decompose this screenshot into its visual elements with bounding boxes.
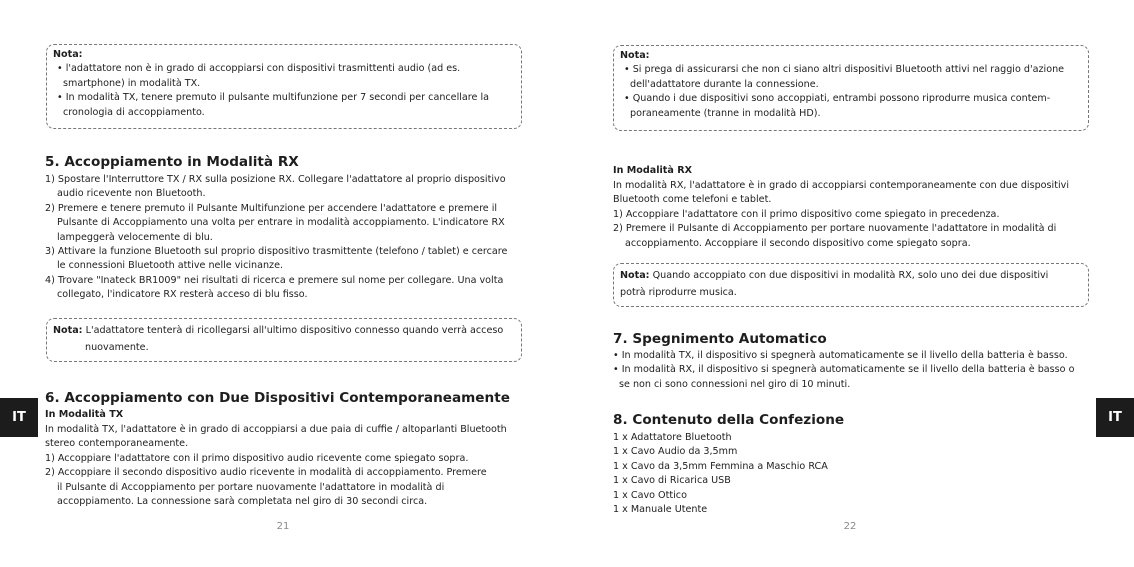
note-box-two-devices [613,45,1089,131]
text-line: audio ricevente non Bluetooth. [57,188,206,200]
text-line: se non ci sono connessioni nel giro di 10 minuti. [619,378,851,390]
section-6-title: 6. Accoppiamento con Due Dispositivi Contemporaneamente [45,390,510,406]
text-line: accoppiamento. Accoppiare il secondo dispositivo come spiegato sopra. [625,237,971,249]
list-item: 1 x Cavo da 3,5mm Femmina a Maschio RCA [613,460,828,472]
package-contents-list [613,431,828,517]
text-line: In modalità TX, l'adattatore è in grado di accoppiarsi a due paia di cuffie / altoparlanti Bluetooth [45,424,507,435]
text-line: 2) Premere e tenere premuto il Pulsante Multifunzione per accendere l'adattatore e premere il [45,202,498,214]
text-line: Bluetooth come telefoni e tablet. [613,194,772,206]
note-box-reconnect [46,318,522,362]
text-line: • In modalità RX, il dispositivo si spegnerà automaticamente se il livello della batteria è basso o [613,364,1075,376]
text-line: Pulsante di Accoppiamento una volta per entrare in modalità accoppiamento. L'indicatore RX [57,217,505,229]
language-tab: IT [0,398,38,437]
text-line: collegato, l'indicatore RX resterà acceso di blu fisso. [57,289,308,301]
note-text: Quando accoppiato con due dispositivi in modalità RX, solo uno dei due dispositivi [652,270,1049,281]
note-label: Nota: [53,325,83,336]
section-6-subtitle: In Modalità TX [45,409,124,420]
note-text: L'adattatore tenterà di ricollegarsi all'ultimo dispositivo connesso quando verrà acceso [85,325,504,336]
text-line: 1) Accoppiare l'adattatore con il primo dispositivo audio ricevente come spiegato sopra. [45,452,469,464]
note-line: smartphone) in modalità TX. [63,77,201,89]
text-line: il Pulsante di Accoppiamento per portare nuovamente l'adattatore in modalità di [57,481,445,493]
section-6-body [45,423,507,509]
text-line: accoppiamento. La connessione sarà completata nel giro di 30 secondi circa. [57,496,428,508]
rx-subtitle: In Modalità RX [613,165,692,176]
text-line: In modalità RX, l'adattatore è in grado di accoppiarsi contemporaneamente con due dispositivi [613,180,1069,191]
list-item: 1 x Cavo Ottico [613,489,687,501]
note-box-rx-music [613,263,1089,307]
list-item: 1 x Cavo di Ricarica USB [613,475,731,487]
text-line: 1) Spostare l'Interruttore TX / RX sulla posizione RX. Collegare l'adattatore al proprio dispositivo [45,174,506,185]
note-label: Nota: [620,50,650,61]
page-number: 21 [276,521,290,532]
note-line: • l'adattatore non è in grado di accoppiarsi con dispositivi trasmittenti audio (ad es. [57,63,461,75]
text-line: lampeggerà velocemente di blu. [57,231,213,243]
list-item: 1 x Cavo Audio da 3,5mm [613,446,738,458]
note-line: cronologia di accoppiamento. [63,106,205,118]
text-line: 2) Accoppiare il secondo dispositivo audio ricevente in modalità di accoppiamento. Premere [45,467,487,479]
text-line: le connessioni Bluetooth attive nelle vicinanze. [57,260,284,272]
language-tab: IT [1096,398,1134,437]
list-item: 1 x Adattatore Bluetooth [613,432,732,443]
note-line: • Quando i due dispositivi sono accoppiati, entrambi possono riprodurre musica contem- [624,93,1051,105]
note-line: • Si prega di assicurarsi che non ci siano altri dispositivi Bluetooth attivi nel raggio d'azione [624,64,1065,76]
text-line: 2) Premere il Pulsante di Accoppiamento per portare nuovamente l'adattatore in modalità di [613,223,1057,235]
section-8-title: 8. Contenuto della Confezione [613,412,845,428]
page-right [567,0,1134,567]
note-label: Nota: [53,49,83,60]
section-7-body [613,349,1074,392]
note-text: nuovamente. [85,342,149,354]
section-5-body [45,173,507,303]
text-line: • In modalità TX, il dispositivo si spegnerà automaticamente se il livello della batteria è basso. [613,350,1068,361]
section-5-title: 5. Accoppiamento in Modalità RX [45,154,299,170]
note-line: dell'adattatore durante la connessione. [630,78,819,90]
note-line: • In modalità TX, tenere premuto il pulsante multifunzione per 7 secondi per cancellare la [57,92,490,104]
note-box-tx [46,44,522,129]
note-line: poraneamente (tranne in modalità HD). [630,107,821,119]
text-line: 1) Accoppiare l'adattatore con il primo dispositivo come spiegato in precedenza. [613,208,1000,220]
note-text: potrà riprodurre musica. [620,287,737,299]
text-line: 4) Trovare "Inateck BR1009" nei risultati di ricerca e premere sul nome per collegare. Una volta [45,274,504,286]
page-number: 22 [843,521,857,532]
text-line: stereo contemporaneamente. [45,438,189,450]
section-7-title: 7. Spegnimento Automatico [613,331,827,347]
rx-body [613,179,1069,251]
list-item: 1 x Manuale Utente [613,504,708,516]
text-line: 3) Attivare la funzione Bluetooth sul proprio dispositivo trasmittente (telefono / tablet) e cercare [45,246,508,258]
note-label: Nota: [620,270,650,281]
